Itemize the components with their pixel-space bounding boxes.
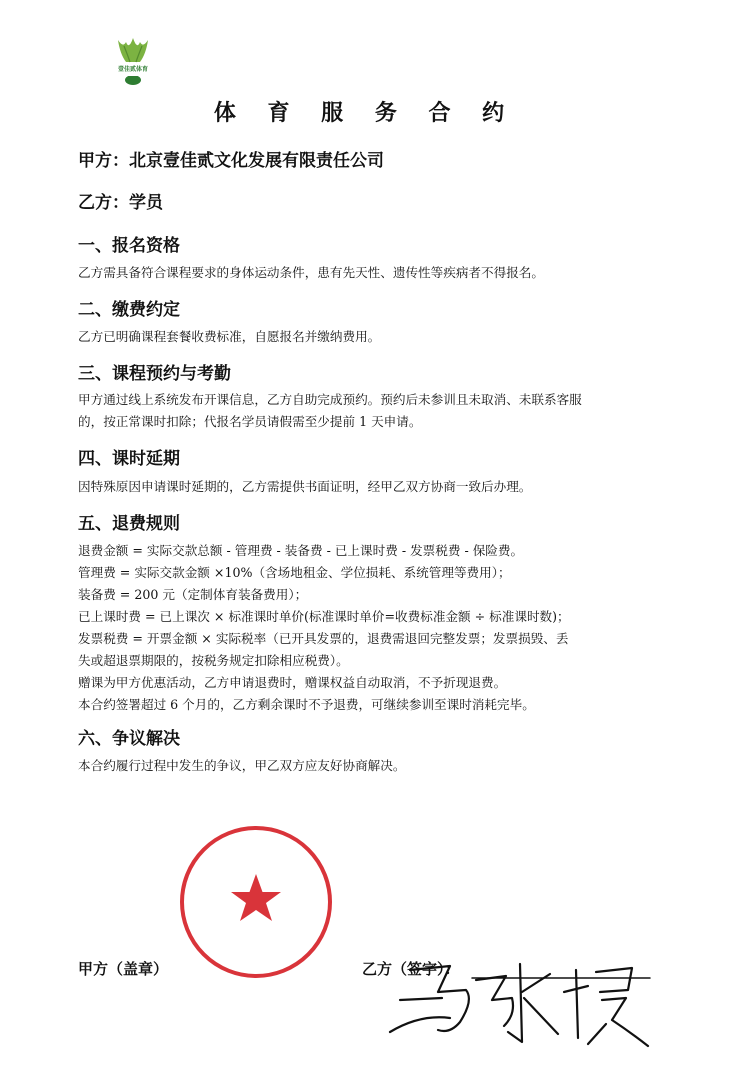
section-heading: 三、课程预约与考勤: [78, 364, 231, 384]
text-line: 本合约签署超过 6 个月的，乙方剩余课时不予退费，可继续参训至课时消耗完毕。: [78, 697, 535, 712]
text-line: 甲方通过线上系统发布开课信息，乙方自助完成预约。预约后未参训且未取消、未联系客服: [78, 392, 582, 407]
party-a: 甲方：北京壹佳贰文化发展有限责任公司: [78, 151, 384, 171]
section-body: [78, 540, 650, 716]
text-line: 赠课为甲方优惠活动，乙方申请退费时，赠课权益自动取消，不予折现退费。: [78, 675, 507, 690]
text-line: 的，按正常课时扣除；代报名学员请假需至少提前 1 天申请。: [78, 414, 422, 429]
section-body: [78, 389, 650, 433]
text-line: 乙方已明确课程套餐收费标准，自愿报名并缴纳费用。: [78, 329, 381, 344]
text-line: 管理费 = 实际交款金额 ×10%（含场地租金、学位损耗、系统管理等费用）；: [78, 565, 511, 580]
section-heading: 一、报名资格: [78, 236, 180, 256]
text-line: 发票税费 = 开票金额 × 实际税率（已开具发票的，退费需退回完整发票；发票损毁、丢: [78, 631, 569, 646]
section-heading: 二、缴费约定: [78, 300, 180, 320]
section-body: [78, 755, 650, 777]
party-b: 乙方：学员: [78, 193, 163, 213]
text-line: 因特殊原因申请课时延期的，乙方需提供书面证明，经甲乙双方协商一致后办理。: [78, 479, 532, 494]
text-line: 退费金额 = 实际交款总额 - 管理费 - 装备费 - 已上课时费 - 发票税费 - 保险费。: [78, 543, 524, 558]
text-line: 失或超退票期限的，按税务规定扣除相应税费）。: [78, 653, 349, 668]
section-body: [78, 262, 650, 284]
section-body: [78, 476, 650, 498]
party-a-signature-label: 甲方（盖章）: [78, 960, 169, 978]
section-heading: 六、争议解决: [78, 729, 180, 749]
party-b-signature-label: 乙方（签字）：: [362, 960, 460, 978]
text-line: 乙方需具备符合课程要求的身体运动条件，患有先天性、遗传性等疾病者不得报名。: [78, 265, 544, 280]
section-body: [78, 326, 650, 348]
section-heading: 五、退费规则: [78, 514, 180, 534]
shuttlecock-logo-icon: [110, 36, 156, 88]
section-heading: 四、课时延期: [78, 449, 180, 469]
text-line: 已上课时费 = 已上课次 × 标准课时单价(标准课时单价=收费标准金额 ÷ 标准课时数)；: [78, 609, 570, 624]
handwritten-signature: [380, 940, 660, 1050]
document-title: 体 育 服 务 合 约: [213, 101, 517, 126]
company-seal-stamp: [176, 822, 336, 982]
text-line: 装备费 = 200 元（定制体育装备费用）；: [78, 587, 308, 602]
logo-text: 壹佳贰体育: [117, 66, 148, 73]
text-line: 本合约履行过程中发生的争议，甲乙双方应友好协商解决。: [78, 758, 406, 773]
